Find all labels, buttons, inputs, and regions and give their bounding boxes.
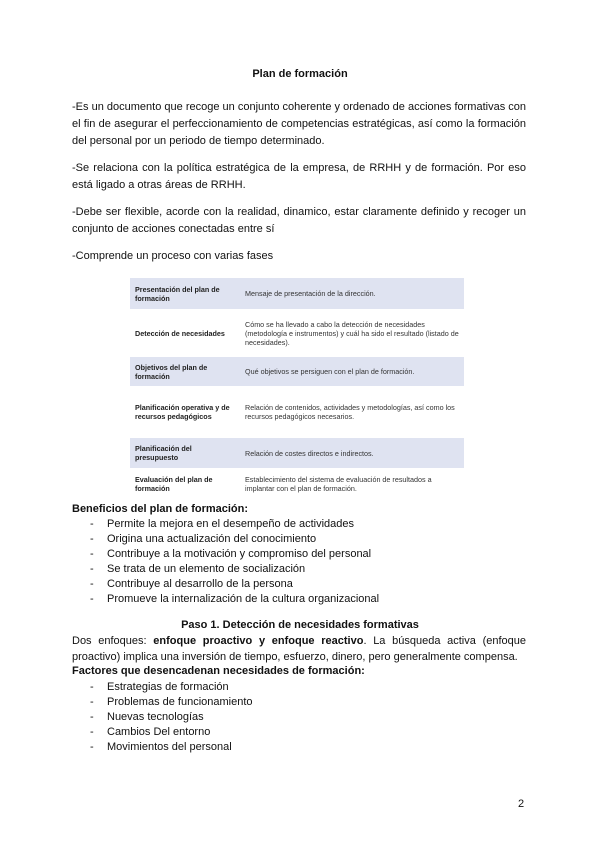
table-row bbox=[130, 357, 464, 386]
list-item-text: Nuevas tecnologías bbox=[107, 711, 204, 723]
phase-name: Objetivos del plan de formación bbox=[130, 357, 240, 386]
list-dash: - bbox=[90, 533, 94, 545]
paragraph-definition: -Es un documento que recoge un conjunto coherente y ordenado de acciones formativas con el fin de asegurar el perfeccionamiento de competencias estratégicas, así como la formación del personal por un periodo de tiempo determinado. bbox=[72, 101, 526, 147]
list-item bbox=[90, 592, 379, 607]
list-item bbox=[90, 695, 253, 710]
step1-intro-prefix: Dos enfoques: bbox=[72, 635, 154, 647]
list-item bbox=[90, 740, 253, 755]
step1-intro-bold: enfoque proactivo y enfoque reactivo bbox=[153, 635, 364, 647]
list-dash: - bbox=[90, 548, 94, 560]
step1-intro bbox=[72, 633, 526, 665]
list-item-text: Contribuye al desarrollo de la persona bbox=[107, 578, 293, 590]
step1-intro-suffix: . La búsqueda activa (enfoque proactivo) implica una inversión de tiempo, esfuerzo, dinero, pero generalmente compensa. bbox=[72, 635, 526, 663]
list-dash: - bbox=[90, 711, 94, 723]
list-item bbox=[90, 532, 379, 547]
list-item-text: Se trata de un elemento de socialización bbox=[107, 563, 306, 575]
list-item-text: Promueve la internalización de la cultura organizacional bbox=[107, 593, 380, 605]
list-dash: - bbox=[90, 741, 94, 753]
table-row bbox=[130, 278, 464, 309]
list-item-text: Problemas de funcionamiento bbox=[107, 696, 253, 708]
list-item bbox=[90, 577, 379, 592]
paragraph-strategy: -Se relaciona con la política estratégica de la empresa, de RRHH y de formación. Por eso está ligado a otras áreas de RRHH. bbox=[72, 162, 526, 191]
list-item bbox=[90, 562, 379, 577]
phase-name: Planificación operativa y de recursos pedagógicos bbox=[130, 386, 240, 438]
phase-description: Establecimiento del sistema de evaluación de resultados a implantar con el plan de formación. bbox=[240, 468, 464, 500]
phase-name: Planificación del presupuesto bbox=[130, 438, 240, 468]
list-item bbox=[90, 517, 379, 532]
list-item-text: Movimientos del personal bbox=[107, 741, 232, 753]
list-dash: - bbox=[90, 696, 94, 708]
factors-list bbox=[90, 680, 253, 755]
list-dash: - bbox=[90, 726, 94, 738]
factors-heading: Factores que desencadenan necesidades de formación: bbox=[72, 665, 365, 677]
step1-title: Paso 1. Detección de necesidades formativas bbox=[181, 619, 419, 631]
benefits-list bbox=[90, 517, 379, 607]
list-item bbox=[90, 547, 379, 562]
phase-name: Presentación del plan de formación bbox=[130, 278, 240, 309]
paragraph-phases-intro: -Comprende un proceso con varias fases bbox=[72, 250, 274, 262]
benefits-heading: Beneficios del plan de formación: bbox=[72, 503, 249, 515]
list-dash: - bbox=[90, 518, 94, 530]
list-item-text: Cambios Del entorno bbox=[107, 726, 211, 738]
phase-description: Cómo se ha llevado a cabo la detección de necesidades (metodología e instrumentos) y cuál ha sido el resultado (listado de necesidades). bbox=[240, 309, 464, 357]
phases-table bbox=[130, 278, 464, 500]
phase-description: Qué objetivos se persiguen con el plan de formación. bbox=[240, 357, 464, 386]
list-item-text: Origina una actualización del conocimiento bbox=[107, 533, 317, 545]
phase-name: Detección de necesidades bbox=[130, 309, 240, 357]
paragraph-flexibility: -Debe ser flexible, acorde con la realidad, dinamico, estar claramente definido y recoger un conjunto de acciones conectadas entre sí bbox=[72, 206, 526, 235]
list-item bbox=[90, 725, 253, 740]
table-row bbox=[130, 386, 464, 438]
list-dash: - bbox=[90, 681, 94, 693]
table-row bbox=[130, 438, 464, 468]
list-item-text: Estrategias de formación bbox=[107, 681, 229, 693]
phase-name: Evaluación del plan de formación bbox=[130, 468, 240, 500]
phase-description: Relación de costes directos e indirectos. bbox=[240, 438, 464, 468]
list-dash: - bbox=[90, 593, 94, 605]
list-dash: - bbox=[90, 578, 94, 590]
table-row bbox=[130, 468, 464, 500]
list-item bbox=[90, 710, 253, 725]
page-number: 2 bbox=[518, 798, 525, 810]
list-item bbox=[90, 680, 253, 695]
page-title: Plan de formación bbox=[252, 68, 348, 80]
phase-description: Relación de contenidos, actividades y metodologías, así como los recursos pedagógicos necesarios. bbox=[240, 386, 464, 438]
list-item-text: Permite la mejora en el desempeño de actividades bbox=[107, 518, 355, 530]
list-dash: - bbox=[90, 563, 94, 575]
phase-description: Mensaje de presentación de la dirección. bbox=[240, 278, 464, 309]
table-row bbox=[130, 309, 464, 357]
list-item-text: Contribuye a la motivación y compromiso del personal bbox=[107, 548, 372, 560]
